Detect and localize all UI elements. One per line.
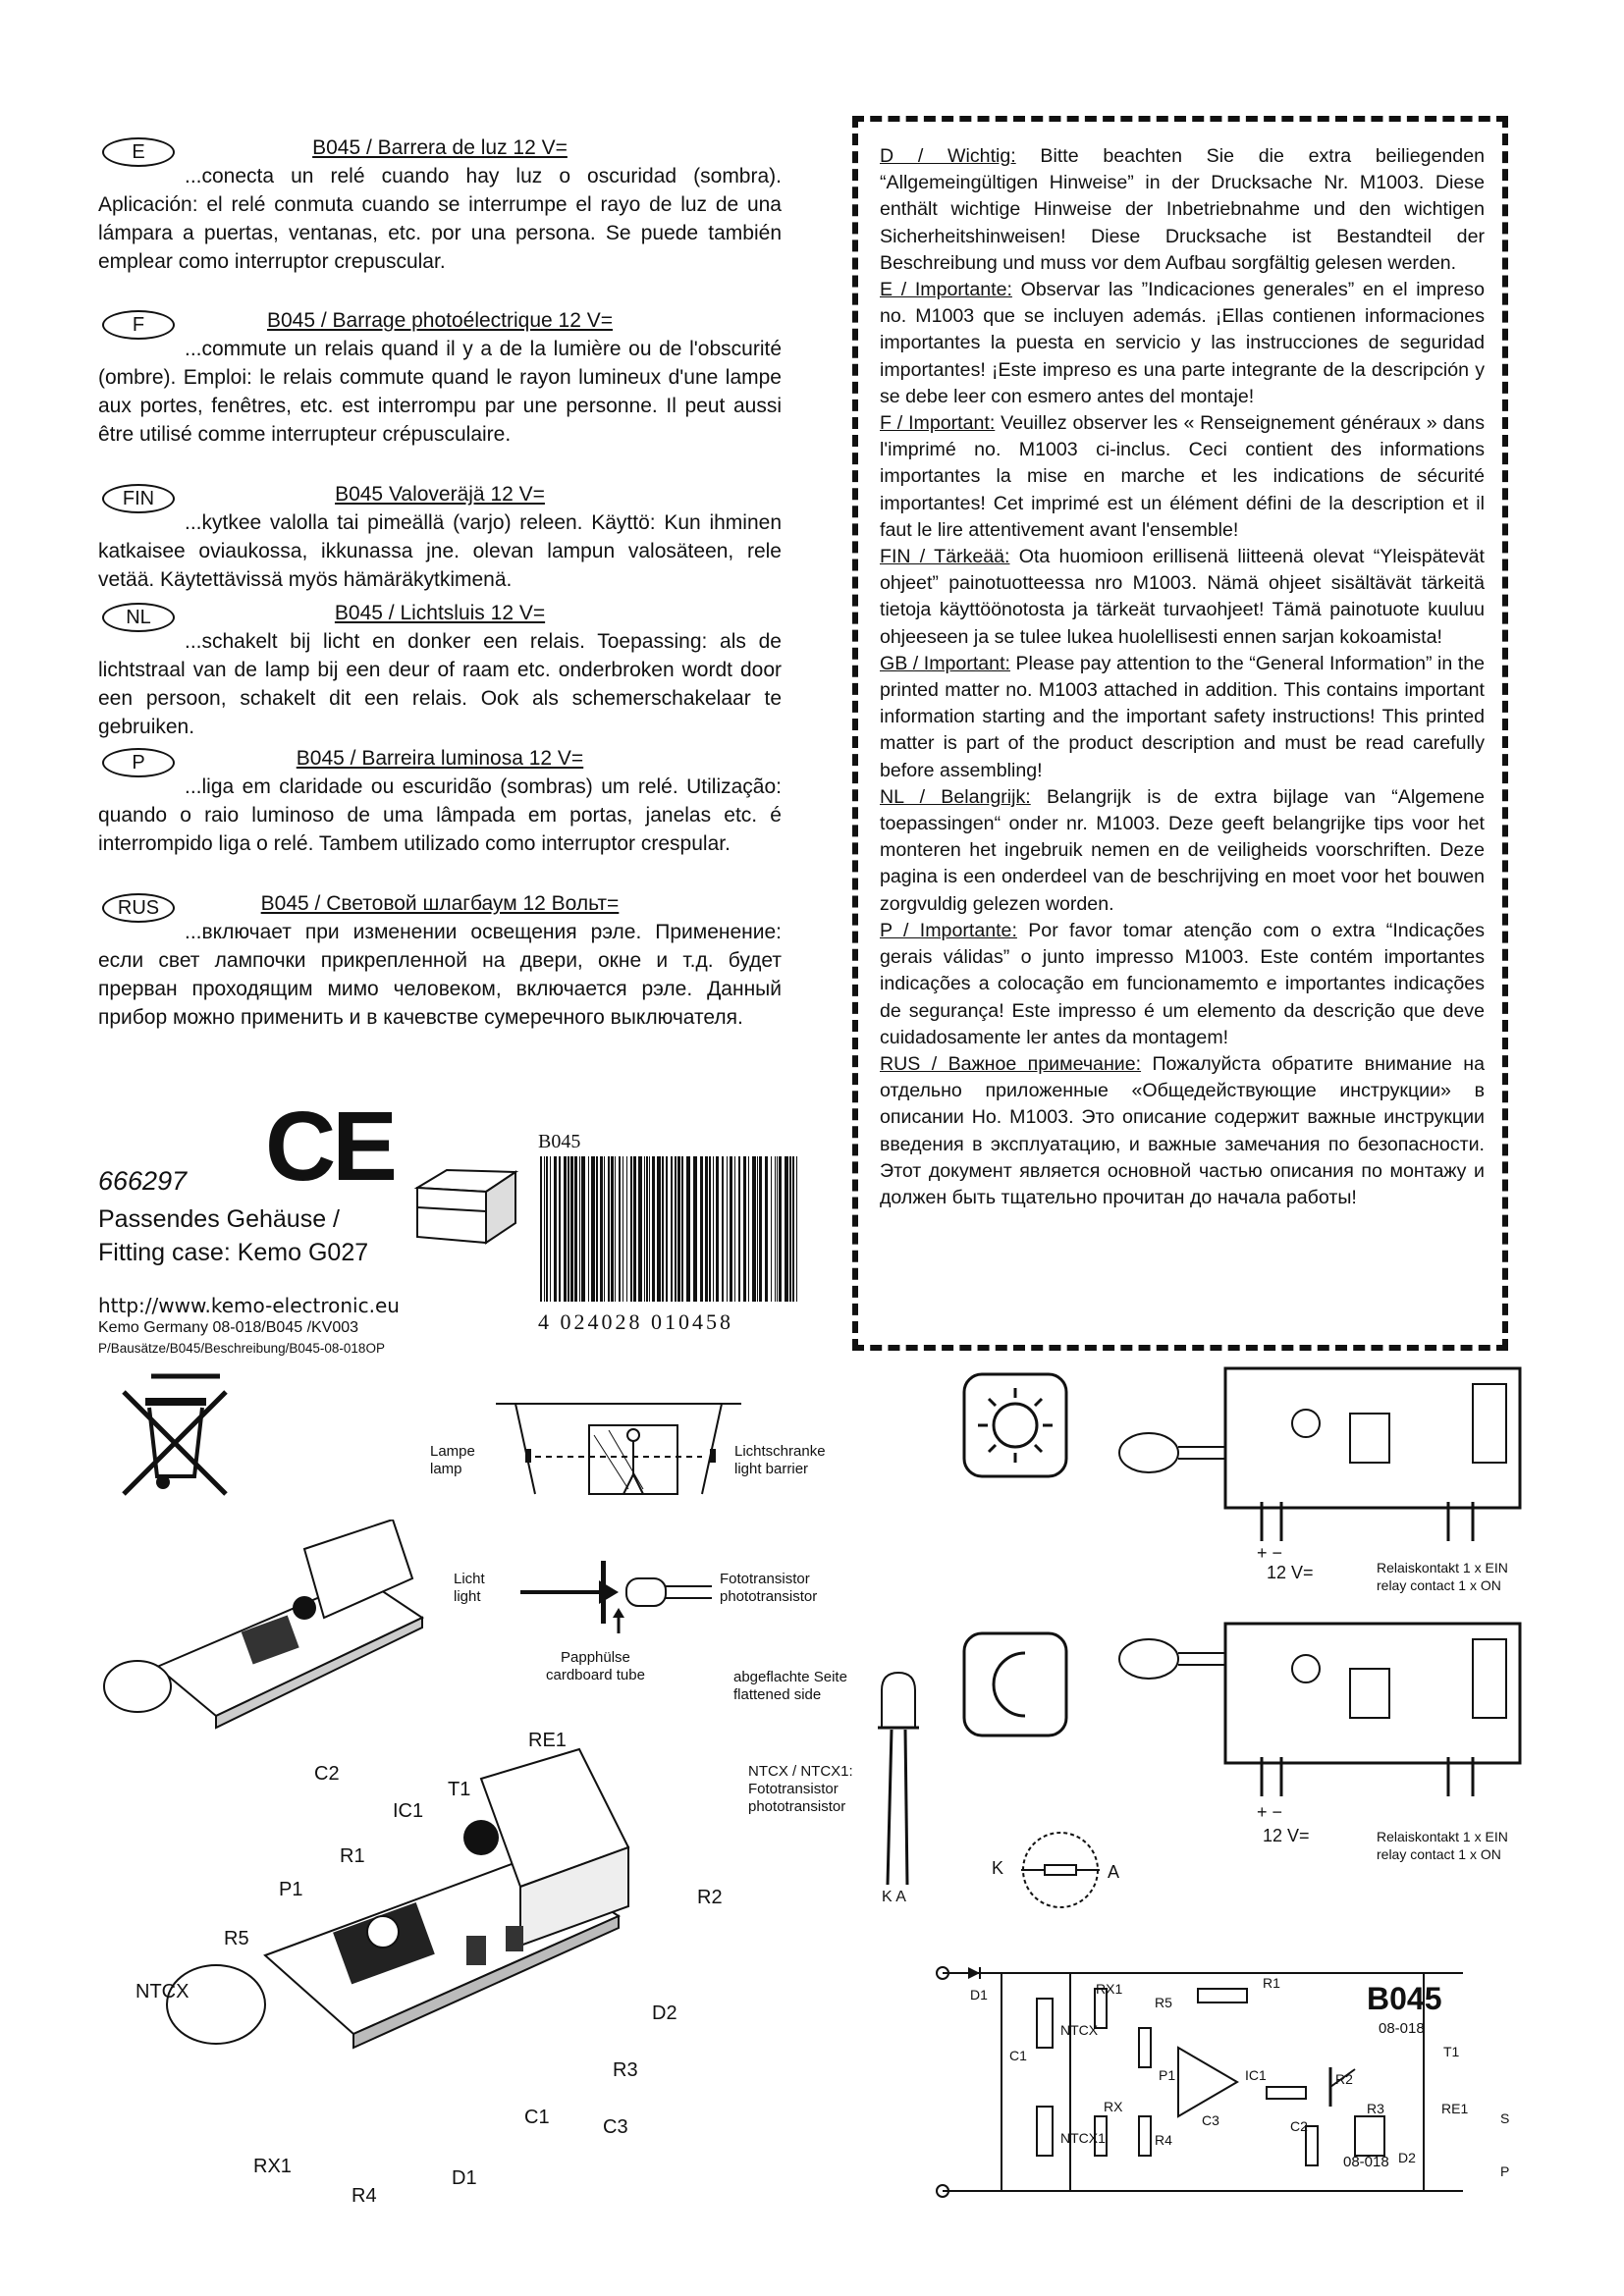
case-drawing bbox=[407, 1158, 525, 1256]
barcode-bar bbox=[588, 1156, 589, 1302]
label-light-barrier: Lichtschranke light barrier bbox=[734, 1443, 826, 1477]
part-label-p1: P1 bbox=[279, 1879, 303, 1900]
barcode-bar bbox=[671, 1156, 673, 1302]
ref-line-2: P/Bausätze/B045/Beschreibung/B045-08-018OP bbox=[98, 1341, 385, 1356]
barcode-bar bbox=[611, 1156, 614, 1302]
lang-block-nl bbox=[98, 599, 782, 741]
barcode-bar bbox=[709, 1156, 711, 1302]
barcode-bar bbox=[730, 1156, 732, 1302]
barcode-number: 4 024028 010458 bbox=[538, 1309, 733, 1334]
barcode-bar bbox=[693, 1156, 697, 1302]
light-barrier-room-diagram bbox=[496, 1396, 741, 1514]
barcode-bar bbox=[559, 1156, 561, 1302]
sch-ic1: IC1 bbox=[1245, 2067, 1267, 2083]
sch-p1: P1 bbox=[1159, 2067, 1176, 2083]
barcode-bar bbox=[564, 1156, 567, 1302]
lang-block-f bbox=[98, 306, 782, 449]
sch-ntcx1: NTCX1 bbox=[1060, 2130, 1106, 2146]
barcode-bar bbox=[757, 1156, 758, 1302]
label-ntcx: NTCX / NTCX1: Fototransistor phototransistor bbox=[748, 1763, 853, 1815]
lang-title: B045 / Lichtsluis 12 V= bbox=[334, 602, 546, 624]
sch-c2: C2 bbox=[1290, 2118, 1308, 2134]
part-label-rx1: RX1 bbox=[253, 2156, 292, 2177]
notice-fin: FIN / Tärkeää: Ota huomioon erillisenä liitteenä olevat “Yleispätevät ohjeet” painotuotteessa nro M1003. Nämä ohjeet sisältävät tärkeitä tietoja käyttöönotosta ja tärkeät turvaohjeet! Tämä painotuote kuuluu ohjeeseen ja se tulee lukea huolellisesti ennen sarjan kokoamista! bbox=[880, 546, 1485, 648]
ce-mark: CE bbox=[265, 1092, 394, 1201]
part-label-d2: D2 bbox=[652, 2002, 677, 2024]
ref-line-1: Kemo Germany 08-018/B045 /KV003 bbox=[98, 1319, 359, 1336]
barcode-bar bbox=[662, 1156, 664, 1302]
sch-d1: D1 bbox=[970, 1987, 988, 2002]
notice-d: D / Wichtig: Bitte beachten Sie die extra beiliegenden “Allgemeingültigen Hinweise” in der Drucksache Nr. M1003. Diese enthält wichtige Hinweise der Inbetriebnahme und den wichtigen Sicherheitshinweisen! Diese Drucksache ist Bestandteil der Beschreibung und muss vor dem Aufbau sorgfältig gelesen werden. bbox=[880, 145, 1485, 274]
part-label-r2: R2 bbox=[697, 1887, 723, 1908]
phototransistor-component bbox=[874, 1669, 923, 1904]
part-label-c1: C1 bbox=[524, 2107, 550, 2128]
day-plus-minus: + − bbox=[1257, 1543, 1283, 1563]
sch-r3: R3 bbox=[1367, 2101, 1384, 2116]
part-label-r3: R3 bbox=[613, 2059, 638, 2081]
label-phototransistor: Fototransistor phototransistor bbox=[720, 1571, 818, 1605]
barcode-bar bbox=[591, 1156, 595, 1302]
barcode-bar bbox=[608, 1156, 610, 1302]
notice-f: F / Important: Veuillez observer les « Renseignement généraux » dans l'imprimé no. M1003 ci-inclus. Ceci contient des informations importantes la mise en marche et les indications de sécurité importantes! Cet imprimé est un élément défini de la description et il faut le lire attentivement avant l'ensemble! bbox=[880, 412, 1486, 541]
barcode-bar bbox=[540, 1156, 542, 1302]
label-lamp: Lampe lamp bbox=[430, 1443, 475, 1477]
case-line-2: Fitting case: Kemo G027 bbox=[98, 1239, 369, 1266]
part-label-r5: R5 bbox=[224, 1928, 249, 1949]
label-k: K bbox=[992, 1858, 1004, 1878]
barcode-bar bbox=[722, 1156, 724, 1302]
notice-gb: GB / Important: Please pay attention to the “General Information” in the printed matter no. M1003 attached in addition. This contains important information starting and the important safety instructions! This printed matter is part of the product description and must be read carefully before assembling! bbox=[880, 652, 1485, 781]
part-label-ntcx: NTCX bbox=[135, 1981, 189, 2002]
barcode-bar bbox=[675, 1156, 677, 1302]
part-label-c3: C3 bbox=[603, 2116, 628, 2138]
barcode-bar bbox=[765, 1156, 768, 1302]
lang-badge: RUS bbox=[102, 893, 175, 923]
sch-c3: C3 bbox=[1202, 2112, 1219, 2128]
lang-title: B045 / Barreira luminosa 12 V= bbox=[296, 747, 584, 770]
notice-e: E / Importante: Observar las ”Indicaciones generales” en el impreso no. M1003 que se incluyen además. ¡Ellas contienen informaciones importantes la puesta en servicio y las instrucciones de seguridad importantes! ¡Este impreso es una parte integrante de la descripción y se debe leer con esmero antes del montaje! bbox=[880, 279, 1485, 407]
light-tube-diagram bbox=[511, 1553, 717, 1641]
lang-text: ...liga em claridade ou escuridão (sombras) um relé. Utilização: quando o raio luminoso de uma lâmpada em portas, janelas etc. é interrompido liga o relé. Tambem utilizado como interruptor crespular. bbox=[98, 775, 782, 855]
barcode-bar bbox=[686, 1156, 690, 1302]
barcode-bar bbox=[777, 1156, 778, 1302]
barcode-bar bbox=[789, 1156, 791, 1302]
sch-ntcx: NTCX bbox=[1060, 2022, 1099, 2038]
lang-badge: FIN bbox=[102, 484, 175, 513]
product-number: 666297 bbox=[98, 1166, 188, 1196]
barcode-bar bbox=[550, 1156, 551, 1302]
lang-badge: F bbox=[102, 310, 175, 340]
lang-text: ...schakelt bij licht en donker een relais. Toepassing: als de lichtstraal van de lamp bij een deur of raam etc. onderbroken wordt door een persoon, schakelt dit een relais. Ook als schemerschakelaar te gebruiken. bbox=[98, 630, 782, 738]
sch-re1: RE1 bbox=[1441, 2101, 1469, 2116]
part-label-re1: RE1 bbox=[528, 1730, 567, 1751]
sch-r2: R2 bbox=[1335, 2071, 1353, 2087]
moon-icon bbox=[960, 1629, 1070, 1739]
barcode-bar bbox=[734, 1156, 735, 1302]
barcode-bar bbox=[738, 1156, 740, 1302]
part-label-d1: D1 bbox=[452, 2167, 477, 2189]
schematic-code: 08-018 bbox=[1379, 2020, 1425, 2037]
barcode-bar bbox=[771, 1156, 772, 1302]
night-voltage: 12 V= bbox=[1263, 1826, 1310, 1845]
sch-rx1: RX1 bbox=[1096, 1981, 1123, 1997]
barcode-label: B045 bbox=[538, 1131, 581, 1152]
lang-badge: E bbox=[102, 137, 175, 167]
barcode-bar bbox=[713, 1156, 714, 1302]
barcode-bar bbox=[568, 1156, 569, 1302]
part-label-c2: C2 bbox=[314, 1763, 340, 1785]
barcode-bar bbox=[570, 1156, 573, 1302]
day-voltage: 12 V= bbox=[1267, 1563, 1314, 1582]
lang-text: ...conecta un relé cuando hay luz o oscuridad (sombra). Aplicación: el relé conmuta cuando se interrumpe el rayo de luz de una lámpara a puertas, ventanas, etc. por una persona. Se puede también emplear como interruptor crepuscular. bbox=[98, 165, 782, 273]
barcode-bar bbox=[544, 1156, 545, 1302]
barcode-bar bbox=[581, 1156, 585, 1302]
label-a: A bbox=[1108, 1862, 1120, 1882]
lang-title: B045 Valoveräjä 12 V= bbox=[335, 483, 545, 506]
barcode-bar bbox=[657, 1156, 661, 1302]
night-relay-contact: Relaiskontakt 1 x EIN relay contact 1 x ON bbox=[1377, 1829, 1508, 1862]
part-label-r4: R4 bbox=[352, 2185, 377, 2207]
label-ka: K A bbox=[882, 1889, 906, 1905]
lang-block-fin bbox=[98, 480, 782, 594]
barcode-bar bbox=[677, 1156, 680, 1302]
wiring-diagram-day bbox=[1110, 1364, 1522, 1551]
barcode-bar bbox=[644, 1156, 645, 1302]
barcode-bar bbox=[652, 1156, 655, 1302]
barcode-bar bbox=[785, 1156, 788, 1302]
sch-r5: R5 bbox=[1155, 1995, 1172, 2010]
barcode-bar bbox=[666, 1156, 668, 1302]
lang-title: B045 / Barrage photoélectrique 12 V= bbox=[267, 309, 613, 332]
barcode-bar bbox=[546, 1156, 548, 1302]
lang-text: ...commute un relais quand il y a de la lumière ou de l'obscurité (ombre). Emploi: le relais commute quand le rayon lumineux d'une lampe aux portes, fenêtres, etc. est interrompu par une personne. Il peut aussi être utilisé comme interrupteur crépusculaire. bbox=[98, 338, 782, 446]
lang-block-p bbox=[98, 744, 782, 858]
sch-t1: T1 bbox=[1443, 2044, 1460, 2059]
barcode-bar bbox=[554, 1156, 557, 1302]
sch-r4: R4 bbox=[1155, 2132, 1172, 2148]
wiring-diagram-night bbox=[1110, 1620, 1522, 1806]
barcode-bar bbox=[748, 1156, 749, 1302]
sch-rx: RX bbox=[1104, 2099, 1123, 2114]
barcode-bar bbox=[743, 1156, 746, 1302]
sch-s: S bbox=[1500, 2110, 1510, 2126]
label-cardboard-tube: Papphülse cardboard tube bbox=[546, 1649, 645, 1683]
day-relay-contact: Relaiskontakt 1 x EIN relay contact 1 x ON bbox=[1377, 1560, 1508, 1593]
barcode-bar bbox=[779, 1156, 782, 1302]
barcode-bar bbox=[716, 1156, 719, 1302]
barcode-bar bbox=[646, 1156, 648, 1302]
assembled-pcb-sketch bbox=[98, 1520, 432, 1755]
barcode-bar bbox=[604, 1156, 605, 1302]
barcode-bar bbox=[626, 1156, 627, 1302]
label-flattened-side: abgeflachte Seite flattened side bbox=[733, 1669, 847, 1703]
sun-icon bbox=[960, 1370, 1070, 1480]
pinout-diagram bbox=[1021, 1826, 1100, 1914]
barcode-bar bbox=[727, 1156, 728, 1302]
barcode-bar bbox=[796, 1156, 797, 1302]
lang-badge: P bbox=[102, 748, 175, 777]
barcode-bar bbox=[705, 1156, 708, 1302]
barcode-bar bbox=[752, 1156, 756, 1302]
barcode-bar bbox=[700, 1156, 703, 1302]
barcode bbox=[538, 1156, 805, 1302]
notice-p: P / Importante: Por favor tomar atenção com o extra “Indicações gerais válidas” o junto impresso M1003. Este contém importantes indicações a colocação em funcionamemto e importantes indicações de segurança! Este impresso é um elemento da descrição que deve cuidadosamente ler antes da montagem! bbox=[880, 919, 1485, 1048]
barcode-bar bbox=[600, 1156, 603, 1302]
night-plus-minus: + − bbox=[1257, 1802, 1283, 1822]
barcode-bar bbox=[633, 1156, 636, 1302]
schematic-title: B045 bbox=[1367, 1981, 1442, 2016]
lang-badge: NL bbox=[102, 603, 175, 632]
weee-bin-icon bbox=[118, 1370, 236, 1518]
notice-rus: RUS / Важное примечание: Пожалуйста обратите внимание на отдельно приложенные «Общедействующие инструкции» в описании Но. M1003. Это описание содержит важные инструкции введения в эксплуатацию, и важные замечания по безопасности. Этот документ является основной частью описания по монтажу и должен быть тщательно прочитан до начала работы! bbox=[880, 1052, 1485, 1208]
lang-block-rus bbox=[98, 889, 782, 1032]
safety-notice-box bbox=[852, 116, 1508, 1351]
sch-c1: C1 bbox=[1009, 2048, 1027, 2063]
barcode-bar bbox=[775, 1156, 776, 1302]
lang-text: ...kytkee valolla tai pimeällä (varjo) releen. Käyttö: Kun ihminen katkaisee oviaukossa, ikkunassa jne. olevan lampun valosäteen, rele vetää. Käytettävissä myös hämäräkytkimenä. bbox=[98, 511, 782, 591]
label-light: Licht light bbox=[454, 1571, 485, 1605]
lang-block-e bbox=[98, 133, 782, 276]
barcode-bar bbox=[619, 1156, 621, 1302]
barcode-bar bbox=[681, 1156, 683, 1302]
barcode-bar bbox=[792, 1156, 794, 1302]
sch-r1: R1 bbox=[1263, 1975, 1280, 1991]
website-url[interactable]: http://www.kemo-electronic.eu bbox=[98, 1294, 400, 1317]
barcode-bar bbox=[649, 1156, 650, 1302]
barcode-bar bbox=[759, 1156, 762, 1302]
barcode-bar bbox=[579, 1156, 580, 1302]
lang-text: ...включает при изменении освещения рэле. Применение: если свет лампочки прикрепленной на двери, окне и т.д. будет прерван проходящим мимо человеком, включается рэле. Данный прибор можно применить и в качевстве сумеречного выключателя. bbox=[98, 921, 782, 1029]
barcode-bar bbox=[615, 1156, 616, 1302]
lang-title: B045 / Световой шлагбаум 12 Вольт= bbox=[260, 892, 620, 915]
sch-d2: D2 bbox=[1398, 2150, 1416, 2165]
notice-nl: NL / Belangrijk: Belangrijk is de extra bijlage van “Algemene toepassingen“ onder nr. M1003. Deze geeft belangrijke tips voor het monteren het ingebruik nemen en de veiligheids voorschriften. Deze pagina is een onderdeel van de beschrijving en moet voor het bouwen zorgvuldig gelezen worden. bbox=[880, 785, 1485, 915]
barcode-bar bbox=[630, 1156, 632, 1302]
lang-title: B045 / Barrera de luz 12 V= bbox=[312, 136, 568, 159]
schematic-code-bottom: 08-018 bbox=[1343, 2154, 1389, 2170]
barcode-bar bbox=[638, 1156, 642, 1302]
barcode-bar bbox=[596, 1156, 598, 1302]
part-label-ic1: IC1 bbox=[393, 1800, 424, 1822]
sch-p: P bbox=[1500, 2163, 1510, 2179]
case-line-1: Passendes Gehäuse / bbox=[98, 1205, 340, 1233]
part-label-t1: T1 bbox=[448, 1779, 471, 1800]
barcode-bar bbox=[574, 1156, 577, 1302]
part-label-r1: R1 bbox=[340, 1845, 365, 1867]
